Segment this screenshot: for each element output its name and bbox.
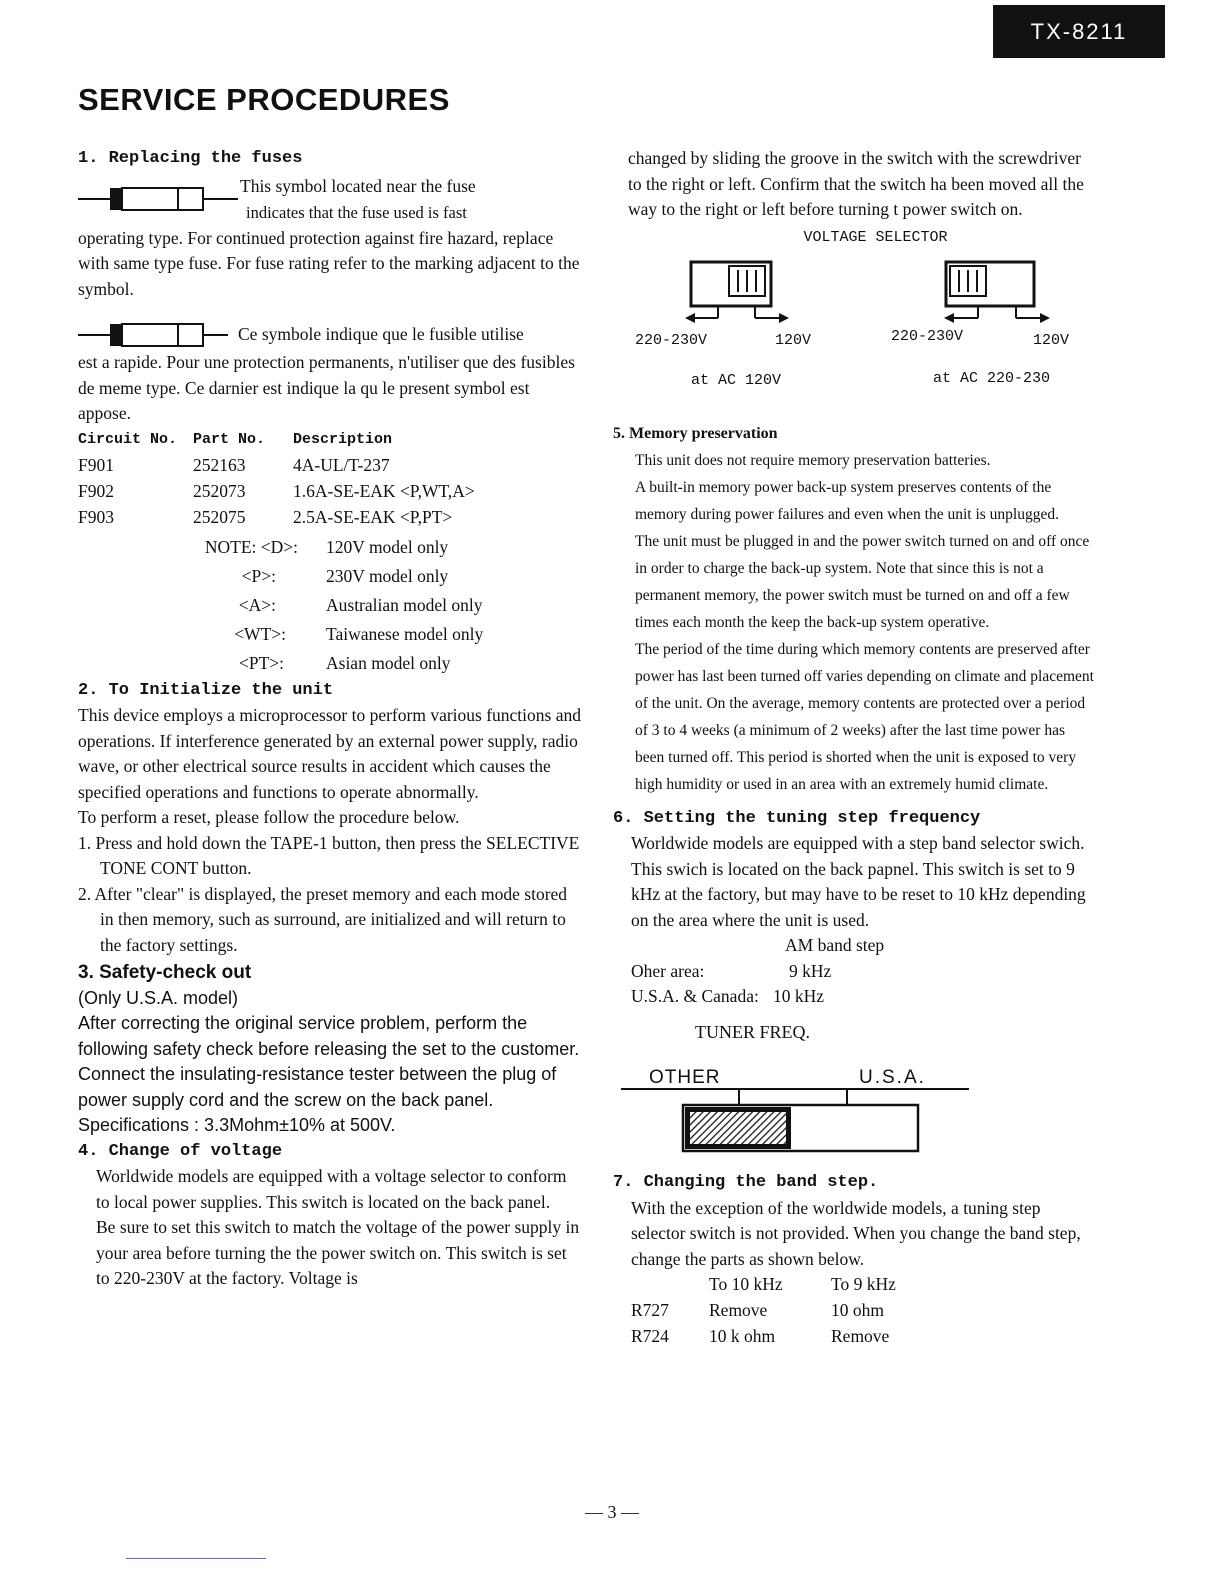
usa-label: U.S.A.: [859, 1067, 926, 1088]
voltage-text-1: Worldwide models are equipped with a voltage selector to conform to local power supplies. This switch is located on the back panel.: [96, 1166, 567, 1212]
voltage-selector-diagram: [613, 250, 1098, 415]
page-title: SERVICE PROCEDURES: [78, 82, 450, 117]
area-cell: Oher area:: [631, 960, 705, 981]
init-reset-text: To perform a reset, please follow the procedure below.: [78, 807, 460, 827]
voltage-selector-title: VOLTAGE SELECTOR: [803, 228, 948, 246]
right-label-220v: 220-230V: [891, 328, 964, 345]
table-row: [78, 453, 475, 479]
memory-section: [613, 447, 1098, 798]
col-header-description: Description: [293, 430, 393, 448]
safety-sub: (Only U.S.A. model): [78, 987, 239, 1008]
voltage-text-2: Be sure to set this switch to match the voltage of the power supply in your area before turning the the power switch on. This switch is set to 220-230V at the factory. Voltage is: [96, 1217, 580, 1288]
step-cell: 9 kHz: [789, 960, 832, 981]
table-row: [631, 984, 1098, 1010]
note-row: [78, 562, 483, 591]
note-row: [78, 649, 483, 678]
am-band-step-header: AM band step: [785, 935, 885, 955]
note-label: <PT>:: [238, 652, 284, 673]
note-value: Taiwanese model only: [326, 623, 484, 644]
init-intro: This device employs a microprocessor to perform various functions and operations. If interference generated by an external power supply, radio wave, or other electrical source results in accident which causes the specified operations and functions to operate abnormally.: [78, 705, 581, 802]
band-step-text: With the exception of the worldwide models, a tuning step selector switch is not provided. When you change the band step, change the parts as shown below.: [631, 1197, 1081, 1269]
fuse-en-line2: indicates that the fuse used is fast: [246, 202, 467, 222]
section-2-heading: 2. To Initialize the unit: [78, 680, 334, 700]
section-7-heading: 7. Changing the band step.: [613, 1173, 879, 1192]
col-header-to10: To 10 kHz: [709, 1274, 783, 1294]
tuner-freq-switch-icon: [621, 1087, 981, 1167]
note-value: Asian model only: [326, 652, 451, 673]
section-3-heading: 3. Safety-check out: [78, 962, 252, 983]
note-value: Australian model only: [326, 594, 483, 615]
tuner-freq-diagram: [613, 1045, 1098, 1170]
circuit-cell: F902: [78, 480, 114, 501]
other-label: OTHER: [649, 1067, 721, 1088]
safety-text-1: After correcting the original service problem, perform the following safety check before releasing the set to the customer.: [78, 1013, 580, 1059]
section-5-heading: 5. Memory preservation: [613, 425, 778, 442]
right-caption: at AC 220-230: [933, 370, 1051, 387]
left-caption: at AC 120V: [691, 372, 782, 389]
to9-cell: Remove: [831, 1326, 890, 1346]
left-label-220v: 220-230V: [635, 332, 708, 349]
section-4-heading: 4. Change of voltage: [78, 1141, 283, 1161]
fuse-fr-line1: Ce symbole indique que le fusible utilise: [238, 324, 524, 344]
part-cell: 252073: [193, 480, 246, 501]
page-number: — 3 —: [585, 1502, 639, 1522]
model-notes-table: [78, 533, 483, 678]
col-header-circuit: Circuit No.: [78, 430, 178, 448]
table-row: [78, 505, 475, 531]
model-number: TX-8211: [1030, 18, 1128, 44]
model-badge: [993, 5, 1165, 58]
note-row: [78, 620, 483, 649]
description-cell: 4A-UL/T-237: [293, 454, 390, 475]
safety-spec: Specifications : 3.3Mohm±10% at 500V.: [78, 1115, 396, 1135]
init-step-2: 2. After "clear" is displayed, the preset memory and each mode stored in then memory, such as surround, are initialized and will return to the factory settings.: [78, 883, 568, 955]
right-label-120v: 120V: [1033, 332, 1070, 349]
memory-text-1: This unit does not require memory preservation batteries.: [635, 451, 991, 469]
col-header-part: Part No.: [193, 430, 266, 448]
voltage-switch-220v-icon: [938, 260, 1058, 330]
fuse-symbol-block: [78, 174, 583, 226]
init-step-1: 1. Press and hold down the TAPE-1 button, then press the SELECTIVE TONE CONT button.: [78, 832, 580, 878]
voltage-text-cont: changed by sliding the groove in the switch with the screwdriver to the right or left. Confirm that the switch ha been moved all the way to the right or left before turning t power switch on.: [628, 148, 1084, 219]
memory-text-2: A built-in memory power back-up system preserves contents of the memory during power failures and even when the unit is unplugged.: [635, 478, 1059, 523]
right-column: [613, 146, 1098, 1350]
left-label-120v: 120V: [775, 332, 812, 349]
note-value: 230V model only: [326, 565, 449, 586]
safety-text-2: Connect the insulating-resistance tester between the plug of power supply cord and the screw on the back panel.: [78, 1064, 557, 1110]
part-cell: 252163: [193, 454, 246, 475]
ref-cell: R727: [631, 1300, 669, 1320]
table-row: [631, 1324, 896, 1350]
fuse-symbol-block-fr: [78, 318, 583, 350]
section-1-heading: 1. Replacing the fuses: [78, 149, 303, 168]
circuit-cell: F903: [78, 506, 114, 527]
note-row: [78, 591, 483, 620]
area-cell: U.S.A. & Canada:: [631, 986, 759, 1006]
memory-text-4: The period of the time during which memory contents are preserved after power has last been turned off varies depending on climate and placement of the unit. On the average, memory contents are protected over a period of 3 to 4 weeks (a minimum of 2 weeks) after the last time power has been turned off. This period is shorted when the unit is exposed to very high humidity or used in an area with an extremely humid climate.: [635, 640, 1094, 793]
fast-fuse-symbol-icon: [78, 178, 238, 218]
fast-fuse-symbol-icon: [78, 314, 238, 354]
circuit-cell: F901: [78, 454, 114, 475]
note-label: <P>:: [241, 565, 276, 586]
voltage-switch-120v-icon: [683, 260, 803, 330]
step-cell: 10 kHz: [773, 986, 825, 1006]
ref-cell: R724: [631, 1326, 669, 1346]
tuning-text: Worldwide models are equipped with a step band selector swich. This swich is located on the back papnel. This switch is set to 9 kHz at the factory, but may have to be reset to 10 kHz depending on the area where the unit is used.: [631, 833, 1086, 930]
table-row: [631, 959, 1098, 985]
fuse-en-line1: This symbol located near the fuse: [240, 175, 476, 196]
memory-text-3: The unit must be plugged in and the power switch turned on and off once in order to charge the back-up system. Note that since this is not a permanent memory, the power switch must be turned on and off a few times each month the keep the back-up system operative.: [635, 532, 1090, 631]
col-header-to9: To 9 kHz: [831, 1274, 896, 1294]
section-6-heading: 6. Setting the tuning step frequency: [613, 808, 981, 828]
band-step-table: [631, 1272, 896, 1350]
description-cell: 2.5A-SE-EAK <P,PT>: [293, 506, 453, 527]
note-label: NOTE: <D>:: [204, 536, 298, 557]
to10-cell: Remove: [709, 1300, 768, 1320]
table-row: [631, 1298, 896, 1324]
left-column: [78, 146, 583, 1292]
fuse-en-text: operating type. For continued protection against fire hazard, replace with same type fuse. For fuse rating refer to the marking adjacent to the symbol.: [78, 227, 580, 299]
part-cell: 252075: [193, 506, 246, 527]
tuner-freq-label: TUNER FREQ.: [695, 1021, 811, 1042]
fuse-fr-text: est a rapide. Pour une protection permanents, n'utiliser que des fusibles de meme type. Ce darnier est indique la qu le present symbol est appose.: [78, 352, 575, 423]
table-row: [78, 479, 475, 505]
to9-cell: 10 ohm: [831, 1300, 884, 1320]
footer-rule: [126, 1558, 266, 1559]
to10-cell: 10 k ohm: [709, 1326, 776, 1346]
note-row: [78, 533, 483, 562]
note-label: <A>:: [238, 594, 276, 615]
note-label: <WT>:: [234, 623, 286, 644]
fuse-parts-table: [78, 427, 475, 531]
am-step-table: [613, 959, 1098, 1010]
description-cell: 1.6A-SE-EAK <P,WT,A>: [293, 480, 475, 501]
note-value: 120V model only: [326, 536, 449, 557]
